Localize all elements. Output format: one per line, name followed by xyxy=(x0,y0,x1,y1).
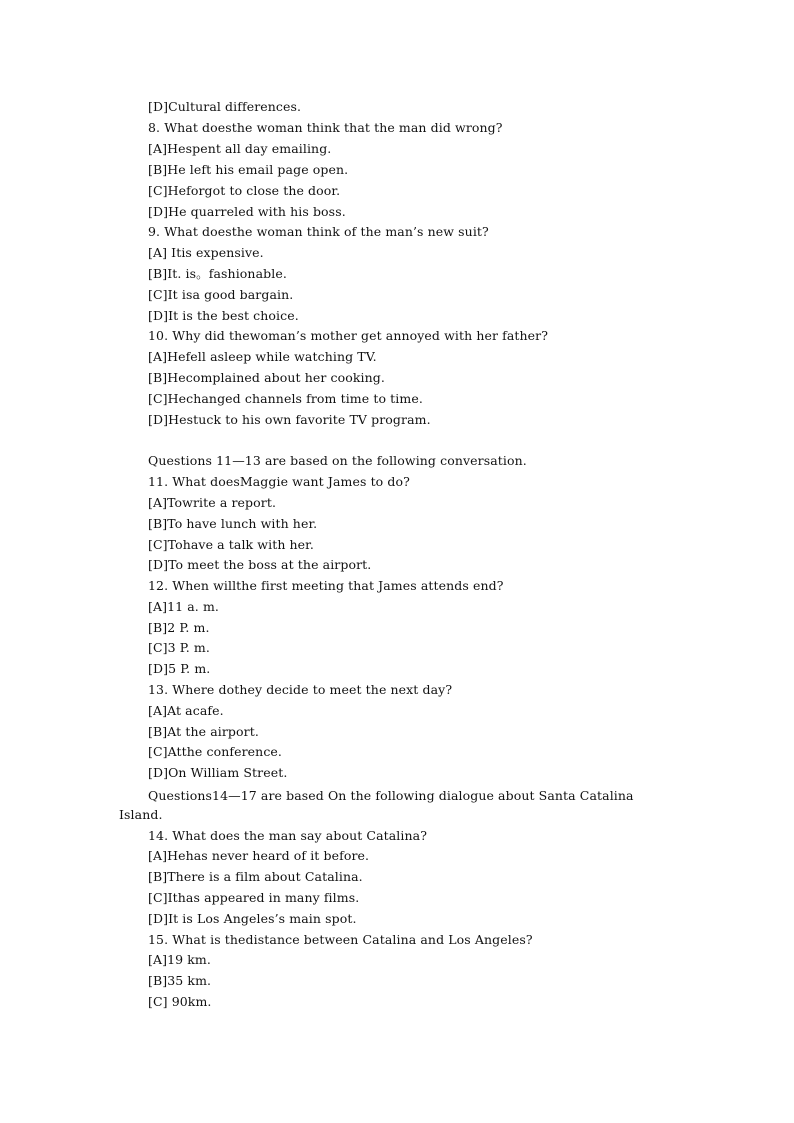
option-text: [A]Towrite a report. xyxy=(148,495,277,510)
option-text: [C]Heforgot to close the door. xyxy=(148,183,341,198)
question-text: 10. Why did thewoman’s mother get annoyed with her father? xyxy=(148,328,549,343)
option-text: [A]19 km. xyxy=(148,952,211,967)
section-heading-continuation: Island. xyxy=(119,807,163,822)
option-text: [A]Hehas never heard of it before. xyxy=(148,848,370,863)
section-heading: Questions 11—13 are based on the following conversation. xyxy=(148,453,527,468)
question-text: 11. What doesMaggie want James to do? xyxy=(148,474,410,489)
question-text: 12. When willthe first meeting that James attends end? xyxy=(148,578,504,593)
option-text: [D]Hestuck to his own favorite TV program. xyxy=(148,412,431,427)
option-text: [C]It isa good bargain. xyxy=(148,287,294,302)
option-text: [D]To meet the boss at the airport. xyxy=(148,557,372,572)
option-text: [B]There is a film about Catalina. xyxy=(148,869,363,884)
option-text: [D]It is Los Angeles’s main spot. xyxy=(148,911,357,926)
question-text: 8. What doesthe woman think that the man did wrong? xyxy=(148,120,503,135)
option-text: [B]35 km. xyxy=(148,973,212,988)
option-text: [A] Itis expensive. xyxy=(148,245,264,260)
option-text: [C] 90km. xyxy=(148,994,212,1009)
option-text: [A]At acafe. xyxy=(148,703,224,718)
question-text: 15. What is thedistance between Catalina and Los Angeles? xyxy=(148,932,533,947)
option-text: [C]3 P. m. xyxy=(148,640,210,655)
option-text: [B]It. is。fashionable. xyxy=(148,266,287,281)
option-text: [B]He left his email page open. xyxy=(148,162,349,177)
option-text: [A]11 a. m. xyxy=(148,599,219,614)
option-text: [D]It is the best choice. xyxy=(148,308,299,323)
option-text: [A]Hespent all day emailing. xyxy=(148,141,332,156)
option-text: [B]At the airport. xyxy=(148,724,259,739)
option-text: [B]Hecomplained about her cooking. xyxy=(148,370,385,385)
option-text: [B]2 P. m. xyxy=(148,620,210,635)
section-heading: Questions14—17 are based On the following dialogue about Santa Catalina xyxy=(148,788,634,803)
option-text: [C]Ithas appeared in many films. xyxy=(148,890,360,905)
option-text: [A]Hefell asleep while watching TV. xyxy=(148,349,377,364)
option-text: [D]He quarreled with his boss. xyxy=(148,204,346,219)
option-text: [C]Atthe conference. xyxy=(148,744,282,759)
option-text: [B]To have lunch with her. xyxy=(148,516,318,531)
option-text: [D]On William Street. xyxy=(148,765,288,780)
question-text: 14. What does the man say about Catalina? xyxy=(148,828,428,843)
option-text: [C]Tohave a talk with her. xyxy=(148,537,314,552)
question-text: 13. Where dothey decide to meet the next day? xyxy=(148,682,453,697)
option-text: [D]Cultural differences. xyxy=(148,99,302,114)
question-text: 9. What doesthe woman think of the man’s new suit? xyxy=(148,224,489,239)
option-text: [C]Hechanged channels from time to time. xyxy=(148,391,423,406)
option-text: [D]5 P. m. xyxy=(148,661,211,676)
